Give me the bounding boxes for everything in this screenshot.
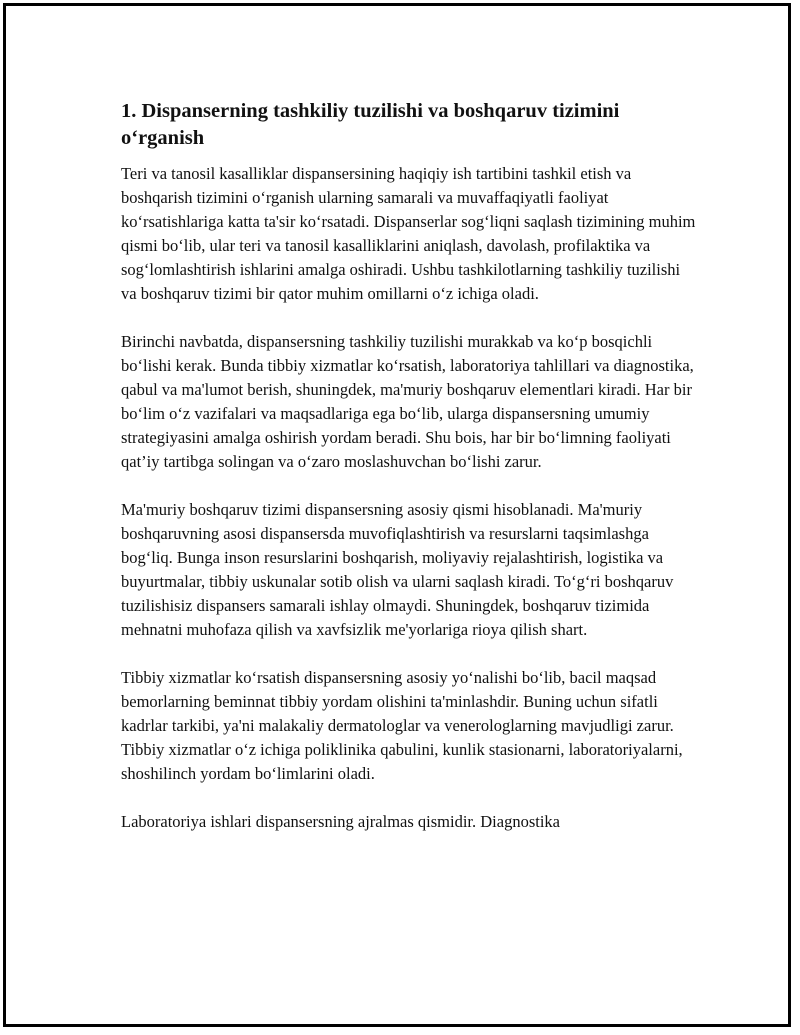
paragraph-2: Birinchi navbatda, dispansersning tashkiliy tuzilishi murakkab va ko‘p bosqichli bo‘lishi kerak. Bunda tibbiy xizmatlar ko‘rsatish, laboratoriya tahlillari va diagnostika, qabul va ma'lumot berish, shuningdek, ma'muriy boshqaruv elementlari kiradi. Har bir bo‘lim o‘z vazifalari va maqsadlariga ega bo‘lib, ularga dispansersning umumiy strategiyasini amalga oshirish yordam beradi. Shu bois, har bir bo‘limning faoliyati qat’iy tartibga solingan va o‘zaro moslashuvchan bo‘lishi zarur. <box>121 332 694 471</box>
paragraph-4: Tibbiy xizmatlar ko‘rsatish dispansersning asosiy yo‘nalishi bo‘lib, bacil maqsad bemorlarning beminnat tibbiy yordam olishini ta'minlashdir. Buning uchun sifatli kadrlar tarkibi, ya'ni malakaliy dermatologlar va venerologlarning mavjudligi zarur. Tibbiy xizmatlar o‘z ichiga poliklinika qabulini, kunlik stasionarni, laboratoriyalarni, shoshilinch yordam bo‘limlarini oladi. <box>121 668 683 783</box>
paragraph-3: Ma'muriy boshqaruv tizimi dispansersning asosiy qismi hisoblanadi. Ma'muriy boshqaruvning asosi dispansersda muvofiqlashtirish va resurslarni taqsimlashga bog‘liq. Bunga inson resurslarini boshqarish, moliyaviy rejalashtirish, logistika va buyurtmalar, tibbiy uskunalar sotib olish va ularni saqlash kiradi. To‘g‘ri boshqaruv tuzilishisiz dispansers samarali ishlay olmaydi. Shuningdek, boshqaruv tizimida mehnatni muhofaza qilish va xavfsizlik me'yorlariga rioya qilish shart. <box>121 500 674 639</box>
document-content <box>121 98 696 834</box>
paragraph-1: Teri va tanosil kasalliklar dispansersining haqiqiy ish tartibini tashkil etish va boshqarish tizimini o‘rganish ularning samarali va muvaffaqiyatli faoliyat ko‘rsatishlariga katta ta'sir ko‘rsatadi. Dispanserlar sog‘liqni saqlash tizimining muhim qismi bo‘lib, ular teri va tanosil kasalliklarini aniqlash, davolash, profilaktika va sog‘lomlashtirish ishlarini amalga oshiradi. Ushbu tashkilotlarning tashkiliy tuzilishi va boshqaruv tizimi bir qator muhim omillarni o‘z ichiga oladi. <box>121 164 696 303</box>
section-heading: 1. Dispanserning tashkiliy tuzilishi va boshqaruv tizimini o‘rganish <box>121 100 620 149</box>
paragraph-5: Laboratoriya ishlari dispansersning ajralmas qismidir. Diagnostika <box>121 812 560 831</box>
document-page <box>3 3 791 1027</box>
